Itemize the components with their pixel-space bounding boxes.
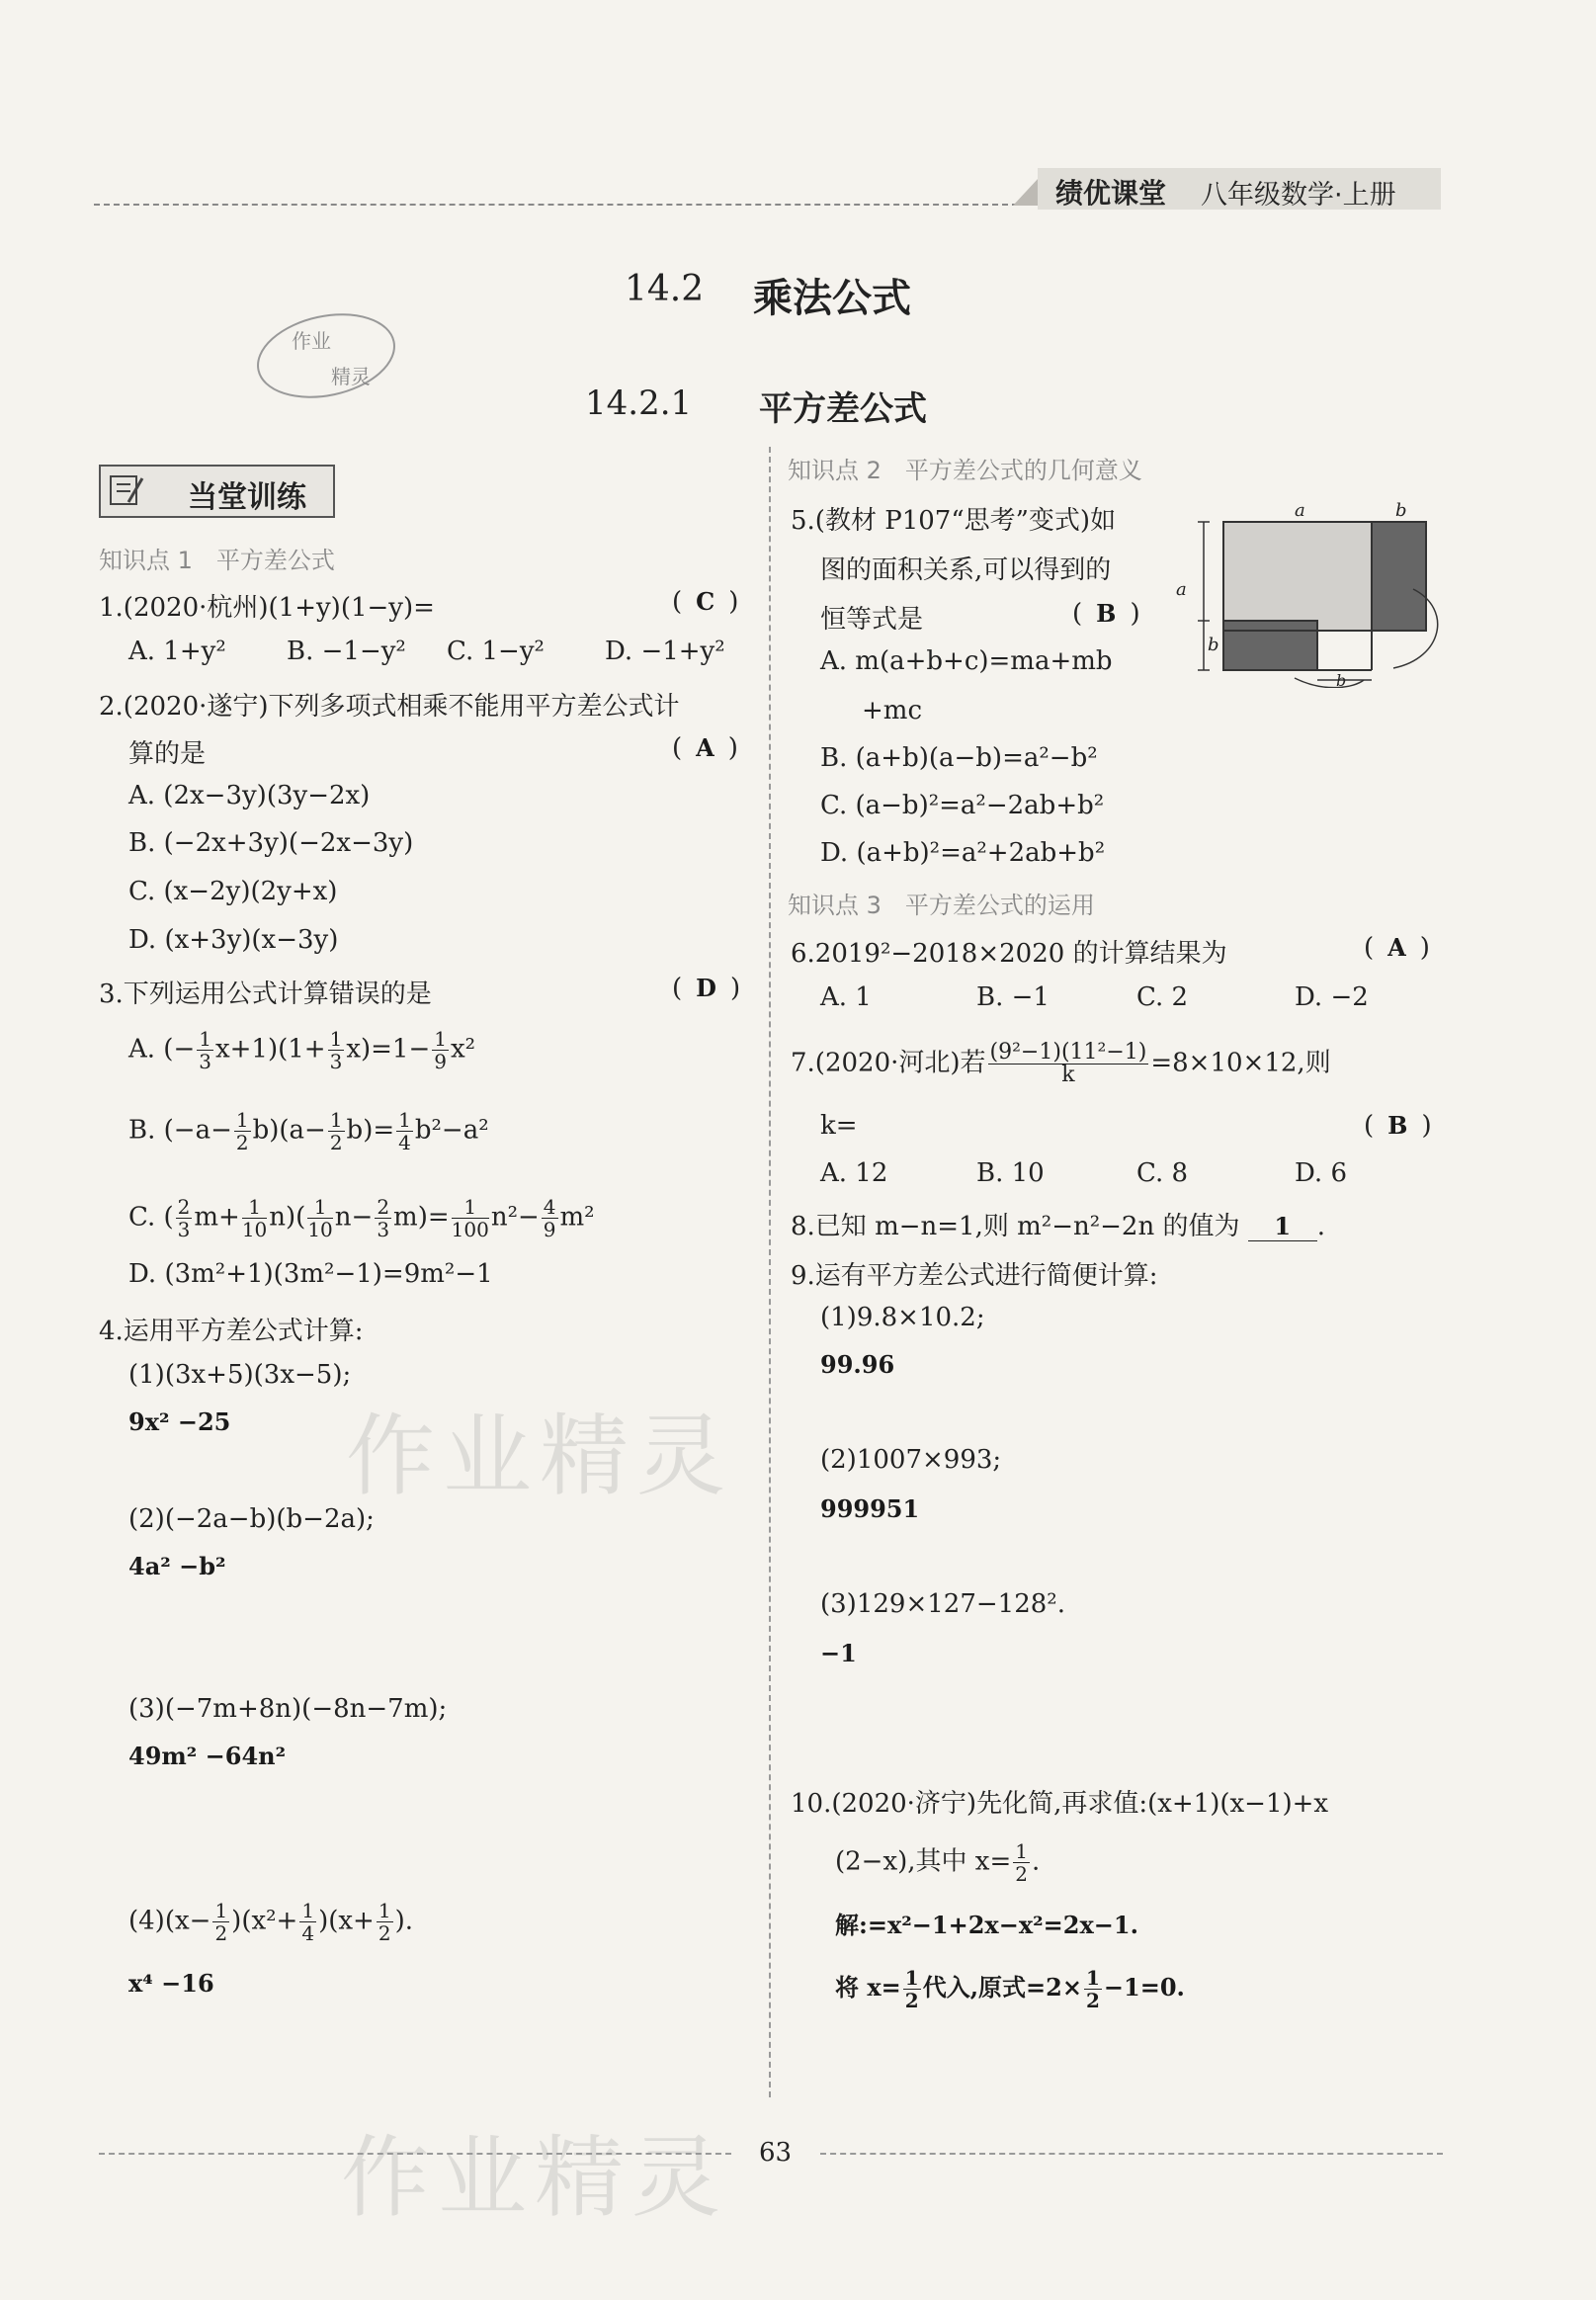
title-number: 14.2 bbox=[625, 269, 705, 309]
q2-option-d: D. (x+3y)(x−3y) bbox=[128, 925, 339, 955]
q4-answer3: 49m² −64n² bbox=[128, 1742, 287, 1770]
q1-answer-bracket: ( C ) bbox=[672, 587, 739, 617]
q5-stem-line2: 图的面积关系,可以得到的 bbox=[820, 555, 1112, 585]
footer-divider-right bbox=[820, 2153, 1443, 2155]
q5-stem-line3: 恒等式是 bbox=[820, 605, 924, 635]
q9-answer3: −1 bbox=[820, 1639, 857, 1667]
knowledge-point-3: 知识点 3 平方差公式的运用 bbox=[788, 892, 1095, 919]
page-title: 乘法公式 bbox=[753, 276, 911, 321]
q4-part4: (4)(x− $\frac{1}{2}$ )(x²+ $\frac{1}{4}$ )(x+ $\frac{1}{2}$ ). bbox=[128, 1899, 413, 1945]
svg-text:精灵: 精灵 bbox=[331, 365, 371, 388]
q4-answer1: 9x² −25 bbox=[128, 1407, 231, 1436]
q7-option-a: A. 12 bbox=[820, 1158, 888, 1188]
q5-stem-line1: 5.(教材 P107“思考”变式)如 bbox=[791, 506, 1117, 536]
footer-divider-left bbox=[99, 2153, 731, 2155]
q5-area-figure bbox=[1166, 500, 1443, 688]
q5-option-c: C. (a−b)²=a²−2ab+b² bbox=[820, 791, 1105, 820]
q3-stem: 3.下列运用公式计算错误的是 bbox=[99, 980, 432, 1009]
svg-text:作业: 作业 bbox=[292, 329, 331, 353]
q5-option-d: D. (a+b)²=a²+2ab+b² bbox=[820, 838, 1106, 868]
q6-option-a: A. 1 bbox=[820, 982, 872, 1012]
q4-part3: (3)(−7m+8n)(−8n−7m); bbox=[128, 1694, 448, 1724]
q2-option-a: A. (2x−3y)(3y−2x) bbox=[128, 781, 371, 810]
knowledge-point-1: 知识点 1 平方差公式 bbox=[99, 547, 335, 574]
q3-option-b: B. (−a− $\frac{1}{2}$ b)(a− $\frac{1}{2}$ b)= $\frac{1}{4}$ b²−a² bbox=[128, 1108, 489, 1154]
q5-option-a-line2: +mc bbox=[862, 696, 923, 725]
q6-answer-bracket: ( A ) bbox=[1364, 933, 1430, 963]
q2-stem-line1: 2.(2020·遂宁)下列多项式相乘不能用平方差公式计 bbox=[99, 692, 680, 722]
q2-option-c: C. (x−2y)(2y+x) bbox=[128, 877, 338, 906]
header-divider bbox=[94, 204, 1018, 206]
q7-stem: 7.(2020·河北)若 $\frac{\text{(9²−1)(11²−1)}}{k}$ =8×10×12,则 bbox=[791, 1040, 1331, 1087]
q7-option-c: C. 8 bbox=[1136, 1158, 1189, 1188]
q2-option-b: B. (−2x+3y)(−2x−3y) bbox=[128, 828, 414, 858]
header-brand: 绩优课堂 bbox=[1055, 177, 1167, 210]
q9-stem: 9.运有平方差公式进行简便计算: bbox=[791, 1261, 1158, 1291]
q5-answer-bracket: ( B ) bbox=[1072, 599, 1140, 629]
q1-option-b: B. −1−y² bbox=[287, 637, 406, 666]
subtitle-number: 14.2.1 bbox=[585, 383, 693, 423]
stamp-logo bbox=[252, 306, 400, 405]
watermark-bottom: 作业精灵 bbox=[341, 2126, 728, 2230]
column-divider bbox=[769, 447, 771, 2097]
svg-text:a: a bbox=[1176, 579, 1187, 600]
q4-answer4: x⁴ −16 bbox=[128, 1969, 214, 1998]
q1-option-d: D. −1+y² bbox=[605, 637, 725, 666]
svg-text:b: b bbox=[1336, 671, 1347, 688]
svg-text:b: b bbox=[1208, 635, 1219, 655]
q1-stem: 1.(2020·杭州)(1+y)(1−y)= bbox=[99, 593, 435, 623]
q9-part1: (1)9.8×10.2; bbox=[820, 1303, 985, 1332]
q3-option-a: A. (− $\frac{1}{3}$ x+1)(1+ $\frac{1}{3}$ x)=1− $\frac{1}{9}$ x² bbox=[128, 1027, 476, 1073]
q6-stem: 6.2019²−2018×2020 的计算结果为 bbox=[791, 939, 1227, 969]
header-book: 八年级数学·上册 bbox=[1201, 180, 1396, 211]
section-label-box bbox=[99, 465, 335, 518]
q10-solution-line1: 解:=x²−1+2x−x²=2x−1. bbox=[835, 1911, 1138, 1939]
header-decoration bbox=[1013, 178, 1039, 206]
q10-stem-line1: 10.(2020·济宁)先化简,再求值:(x+1)(x−1)+x bbox=[791, 1789, 1329, 1819]
page-number: 63 bbox=[759, 2138, 793, 2168]
q4-part1: (1)(3x+5)(3x−5); bbox=[128, 1360, 352, 1390]
knowledge-point-2: 知识点 2 平方差公式的几何意义 bbox=[788, 457, 1142, 484]
q4-stem: 4.运用平方差公式计算: bbox=[99, 1317, 364, 1346]
q9-answer1: 99.96 bbox=[820, 1350, 895, 1379]
q2-stem-line2: 算的是 bbox=[128, 739, 207, 769]
q8-stem: 8.已知 m−n=1,则 m²−n²−2n 的值为 1 . bbox=[791, 1212, 1326, 1241]
subtitle: 平方差公式 bbox=[759, 389, 927, 429]
q3-option-d: D. (3m²+1)(3m²−1)=9m²−1 bbox=[128, 1259, 493, 1289]
q9-part3: (3)129×127−128². bbox=[820, 1589, 1065, 1619]
q4-answer2: 4a² −b² bbox=[128, 1552, 226, 1580]
q3-answer-bracket: ( D ) bbox=[672, 974, 741, 1003]
q10-solution-line2: 将 x= $\frac{1}{2}$ 代入,原式=2× $\frac{1}{2}$ −1=0. bbox=[835, 1966, 1185, 2012]
q6-option-b: B. −1 bbox=[976, 982, 1050, 1012]
q4-part2: (2)(−2a−b)(b−2a); bbox=[128, 1504, 375, 1534]
q1-option-a: A. 1+y² bbox=[128, 637, 226, 666]
q7-answer-bracket: ( B ) bbox=[1364, 1111, 1432, 1141]
q7-option-d: D. 6 bbox=[1295, 1158, 1347, 1188]
q7-stem-line2: k= bbox=[820, 1111, 858, 1141]
q6-option-d: D. −2 bbox=[1295, 982, 1369, 1012]
q2-answer-bracket: ( A ) bbox=[672, 733, 738, 763]
section-label: 当堂训练 bbox=[188, 480, 306, 515]
q9-part2: (2)1007×993; bbox=[820, 1445, 1002, 1475]
q5-option-b: B. (a+b)(a−b)=a²−b² bbox=[820, 743, 1098, 773]
svg-text:a: a bbox=[1295, 500, 1305, 521]
q1-option-c: C. 1−y² bbox=[447, 637, 545, 666]
q3-option-c: C. ( $\frac{2}{3}$ m+ $\frac{1}{10}$ n)( $\frac{1}{10}$ n− $\frac{2}{3}$ m)= $\frac{1}{100}$ n²− $\frac{4}{9}$ m² bbox=[128, 1195, 595, 1241]
q6-option-c: C. 2 bbox=[1136, 982, 1189, 1012]
q8-answer: 1 bbox=[1248, 1212, 1317, 1241]
q9-answer2: 999951 bbox=[820, 1494, 920, 1523]
pencil-notebook-icon bbox=[109, 472, 146, 508]
watermark-middle: 作业精灵 bbox=[346, 1405, 733, 1508]
header-banner bbox=[1038, 168, 1441, 210]
q10-stem-line2: (2−x),其中 x= $\frac{1}{2}$ . bbox=[835, 1839, 1041, 1886]
q5-option-a-line1: A. m(a+b+c)=ma+mb bbox=[820, 646, 1113, 676]
svg-text:b: b bbox=[1395, 500, 1407, 521]
q7-option-b: B. 10 bbox=[976, 1158, 1045, 1188]
